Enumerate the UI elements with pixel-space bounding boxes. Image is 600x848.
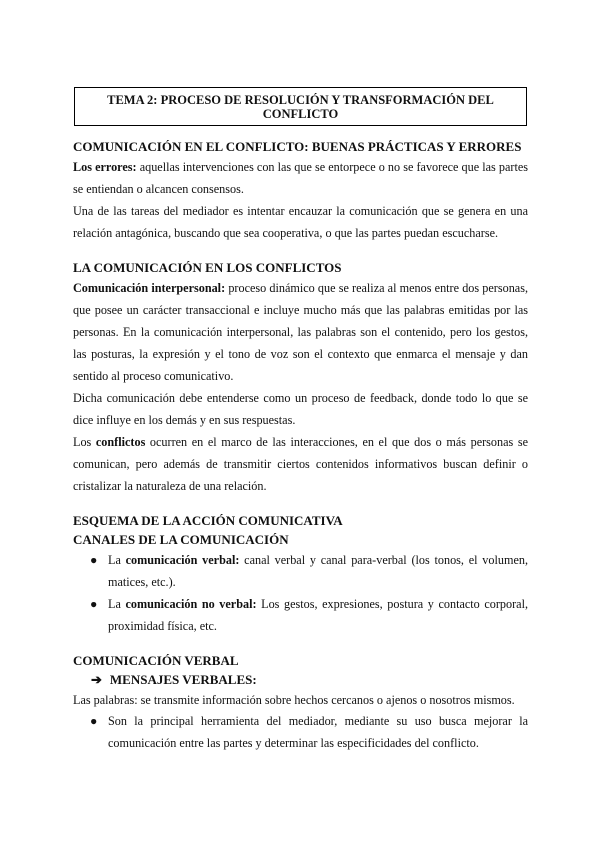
conflicts-text: ocurren en el marco de las interacciones, en el que dos o más personas se comunican, pero además de transmitir ciertos contenidos informativos buscan definir o cristalizar la naturaleza de una relación. — [73, 435, 528, 493]
bullet-pre: La — [108, 597, 126, 611]
bullet-text: Los gestos, expresiones, postura y contacto corporal, proximidad física, etc. — [108, 597, 529, 633]
subheading-mensajes — [73, 670, 528, 690]
channels-list — [73, 549, 528, 637]
conflicts-pre: Los — [73, 435, 96, 449]
bullet-term: comunicación no verbal: — [125, 597, 257, 611]
verbal-list — [73, 710, 528, 754]
list-item — [90, 593, 528, 637]
conflicts-paragraph — [73, 431, 528, 497]
interpersonal-text: proceso dinámico que se realiza al menos entre dos personas, que posee un carácter transaccional e incluye mucho más que las palabras emitidas por las personas. En la comunicación interpersonal, las palabras son el contenido, pero los gestos, las posturas, la expresión y el tono de voz son el contexto que enmarca el mensaje y dan sentido al proceso comunicativo. — [73, 281, 528, 383]
interpersonal-paragraph — [73, 277, 528, 387]
errors-term: Los errores: — [73, 160, 137, 174]
errors-text: aquellas intervenciones con las que se entorpece o no se favorece que las partes se entiendan o alcancen consensos. — [73, 160, 529, 196]
bullet-text: Son la principal herramienta del mediador, mediante su uso busca mejorar la comunicación entre las partes y determinar las especificidades del conflicto. — [108, 714, 528, 750]
words-paragraph: Las palabras: se transmite información sobre hechos cercanos o ajenos o nosotros mismos. — [73, 693, 515, 707]
section-heading-buenas-practicas: COMUNICACIÓN EN EL CONFLICTO: BUENAS PRÁCTICAS Y ERRORES — [73, 139, 522, 154]
bullet-pre: La — [108, 553, 126, 567]
section-heading-canales: CANALES DE LA COMUNICACIÓN — [73, 532, 289, 547]
errors-definition — [73, 156, 528, 200]
conflicts-term: conflictos — [95, 435, 146, 449]
list-item — [90, 710, 528, 754]
arrow-right-icon: ➔ — [91, 672, 102, 687]
section-heading-comunicacion-verbal: COMUNICACIÓN VERBAL — [73, 653, 239, 668]
bullet-icon: ● — [90, 553, 98, 567]
section-heading-esquema: ESQUEMA DE LA ACCIÓN COMUNICATIVA — [73, 513, 343, 528]
bullet-term: comunicación verbal: — [125, 553, 240, 567]
interpersonal-term: Comunicación interpersonal: — [73, 281, 226, 295]
list-item — [90, 549, 528, 593]
bullet-icon: ● — [90, 714, 98, 728]
subheading-text: MENSAJES VERBALES: — [109, 672, 257, 687]
document-title: TEMA 2: PROCESO DE RESOLUCIÓN Y TRANSFORMACIÓN DEL CONFLICTO — [74, 87, 527, 126]
mediator-task-paragraph: Una de las tareas del mediador es intentar encauzar la comunicación que se genera en una relación antagónica, buscando que sea cooperativa, o que las partes puedan escucharse. — [73, 204, 528, 240]
bullet-text: canal verbal y canal para-verbal (los tonos, el volumen, matices, etc.). — [108, 553, 528, 589]
bullet-icon: ● — [90, 597, 98, 611]
feedback-paragraph: Dicha comunicación debe entenderse como un proceso de feedback, donde todo lo que se dice influye en los demás y en sus respuestas. — [73, 391, 528, 427]
section-heading-comunicacion-conflictos: LA COMUNICACIÓN EN LOS CONFLICTOS — [73, 260, 342, 275]
